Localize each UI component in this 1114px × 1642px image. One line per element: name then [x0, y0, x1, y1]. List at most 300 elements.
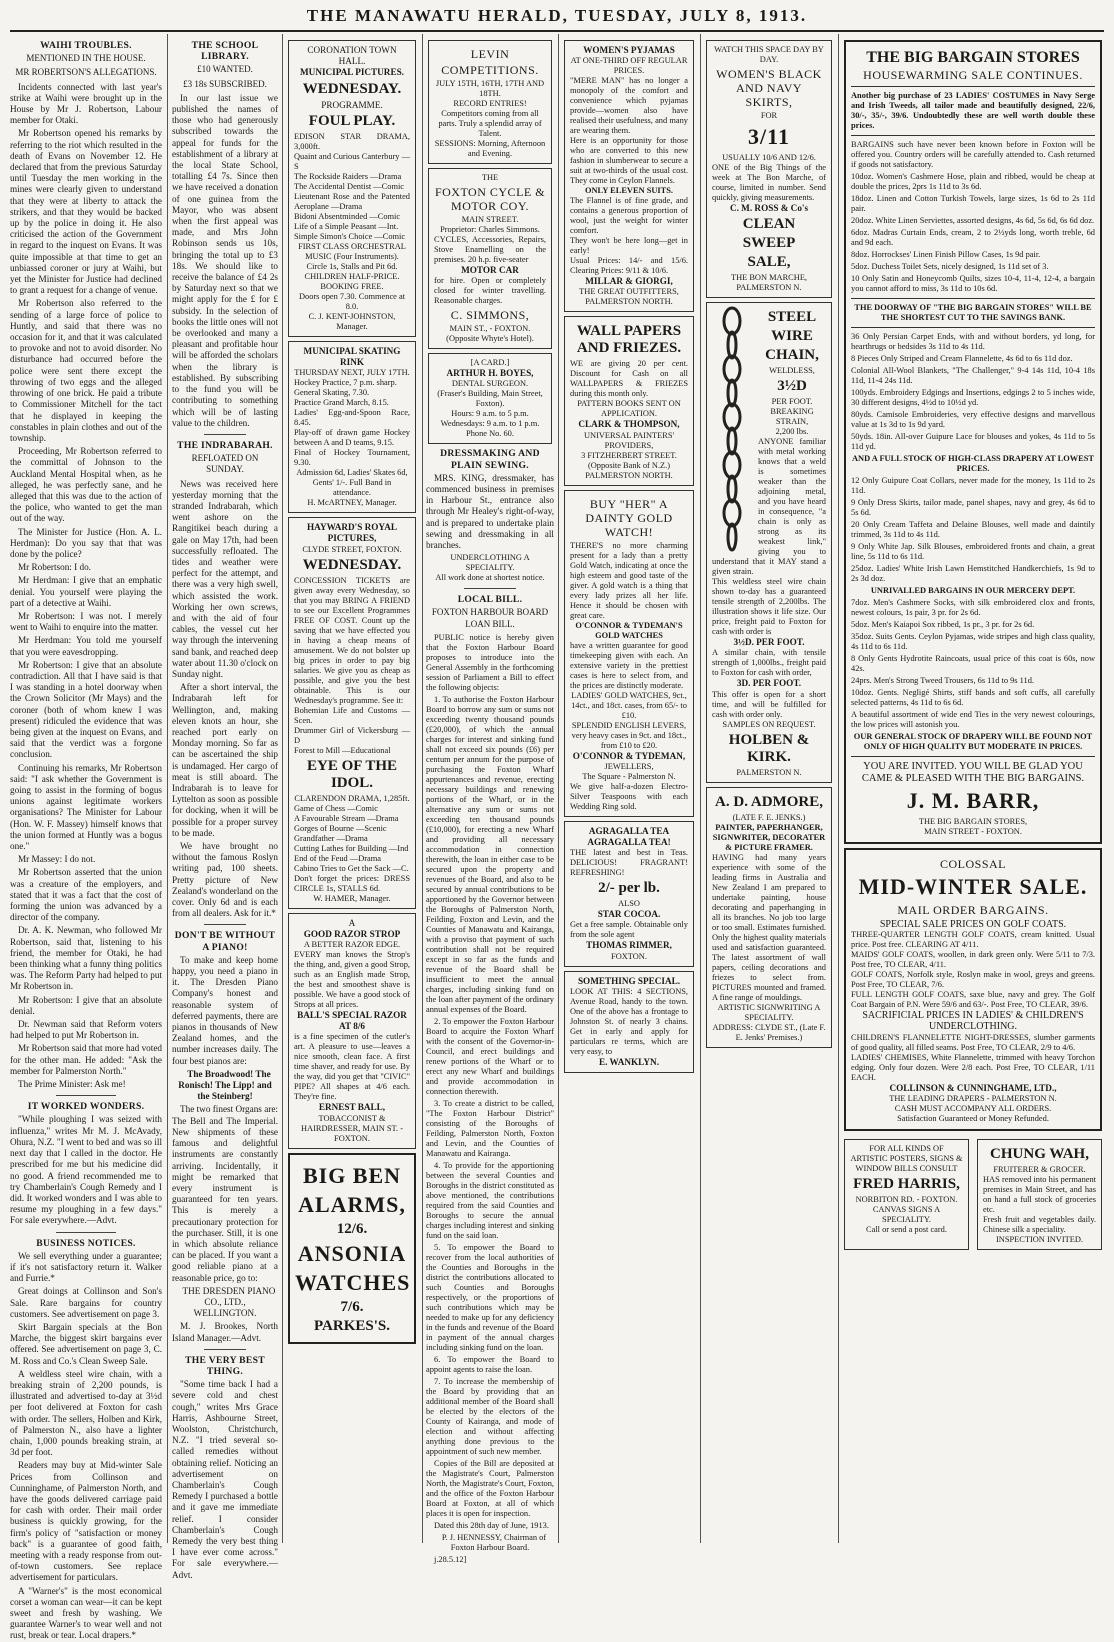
programme-item: Quaint and Curious Canterbury —S	[294, 151, 410, 171]
ad-price: LADIES' GOLD WATCHES, 9ct., 14ct., and 18ct. cases, from 65/- to £10.	[571, 690, 687, 720]
ad-text: Don't forget the prices: DRESS CIRCLE 1s, STALLS 6d.	[294, 873, 410, 893]
column-divider	[838, 34, 839, 1543]
library-subtitle-2: £3 18s SUBSCRIBED.	[183, 78, 267, 89]
ad-address: FOXTON.	[611, 951, 647, 961]
ad-day: WEDNESDAY.	[302, 556, 402, 573]
bill-subtitle: FOXTON HARBOUR BOARD LOAN BILL.	[431, 607, 549, 629]
masthead: THE MANAWATU HERALD, TUESDAY, JULY 8, 1913.	[306, 6, 808, 25]
separator	[56, 1232, 117, 1233]
ad-price: 3½D. PER FOOT.	[733, 637, 805, 648]
sale-item: CHILDREN'S FLANNELETTE NIGHT-DRESSES, slumber garments of good quality, all filled seams. Post Free, TO CLEAR, 2/9 to 4/6.	[851, 1032, 1095, 1052]
sale-item: LADIES' CHEMISES, White Flannelette, trimmed with heavy Torchon edging. Only four dozen. Were 2/8 each. Post Free, TO CLEAR, 1/11 EACH.	[851, 1052, 1095, 1082]
ad-heading: SOMETHING SPECIAL.	[577, 975, 681, 986]
ad-subheading: THE DOORWAY OF "THE BIG BARGAIN STORES" WILL BE THE SHORTEST CUT TO THE SAVINGS BANK.	[854, 303, 1092, 322]
ad-subheading: HOUSEWARMING SALE CONTINUES.	[863, 68, 1083, 82]
article-paragraph: MRS. KING, dressmaker, has commenced business in premises in Harbour St., entrance also through Mr Healey's right-of-way, and is prepared to undertake plain sewing and dressmaking in all branches.	[426, 472, 554, 551]
ad-text: CONCESSION TICKETS are given away every Wednesday, so that you may BRING A FRIEND to see our Excellent Programmes FREE OF COST. Count up the saving that we have effected you in having a cheap means of amusement. We do not bolster up big prices in order to pay big salaries. We give you as cheap as possible, and give you the best obtainable. This is our Wednesday's programme. See it:	[294, 575, 410, 705]
bill-item: 4. To provide for the apportioning between the several Counties and Boroughs in the district constituted as above mentioned, the contributions required from the said Counties and Boroughs to secure the annual charges including interest and sinking fund on the said loan.	[426, 1160, 554, 1240]
ad-feature: EYE OF THE IDOL.	[306, 757, 398, 791]
ad-heading: FOR ALL KINDS OF ARTISTIC POSTERS, SIGNS & WINDOW BILLS CONSULT	[850, 1143, 963, 1173]
ad-text: Call or send a post card.	[866, 1224, 947, 1234]
ad-text: ANYONE familiar with metal working knows that a weld is sometimes weaker than the adjoining metal, and you have heard in consequence, "a chain is only as strong as its weakest link," giving you to understand that it MAY stand a given strain.	[712, 437, 826, 577]
bill-item: 1. To authorise the Foxton Harbour Board to borrow any sum or sums not exceeding twenty thousand pounds (£20,000), of which the annual charges for interest and sinking fund shall not exceed six pounds (£6) per centum per annum for the purpose of purchasing the Foxton Wharf appurtenances and revenue, erecting necessary buildings and renewing portions of the Wharf, or in the alternative any sum or sums not exceeding ten thousand pounds (£10,000), for erecting a new Wharf and providing all necessary accommodation in connection therewith, the loan in either case to be secured upon the property and revenues of the Board, and also to be secured by annual contributions to be apportioned by the Governor between the Boroughs of Palmerston North, Feilding, Foxton and Levin, and the Counties of Manawatu and Kairanga, with a proviso that payment of such contribution shall not be required except in so far as the funds and revenue of the Board shall be insufficient to meet the annual charges, including sinking fund on the loan after payment of the ordinary annual expenses of the Board.	[426, 694, 554, 1014]
ad-subheading: UNDERCLOTHING A SPECIALITY.	[450, 553, 530, 573]
sale-item: MAIDS' GOLF COATS, woollen, in dark green only. Were 5/11 to 7/3. Post free, TO CLEAR, 4/11.	[851, 950, 1095, 970]
programme-item: Life of a Simple Peasant —Int.	[294, 221, 399, 231]
waihi-title: WAIHI TROUBLES.	[40, 40, 132, 51]
best-title: THE VERY BEST THING.	[185, 1354, 265, 1377]
ad-text: THE latest and best in Teas. DELICIOUS! FRAGRANT! REFRESHING!	[570, 848, 688, 878]
masthead-rule	[10, 30, 1104, 32]
ad-big-text: SWEEP	[742, 235, 796, 252]
ad-big-text: BIG BEN	[302, 1162, 402, 1188]
article-paragraph: The Broadwood! The Ronisch! The Lipp! and the Steinberg!	[178, 1068, 272, 1102]
ad-signature: PARKES'S.	[314, 1317, 390, 1334]
article-paragraph: Dr. A. K. Newman, who followed Mr Robertson, said that, listening to his friend, the member for Otaki, he had been thinking what a funny thing politics was. The Reform Party had helped to put Mr Robertson in.	[10, 925, 162, 992]
ad-text: Hours: 9 a.m. to 5 p.m. Wednesdays: 9 a.m. to 1 p.m.	[440, 409, 540, 429]
foxton-cycle-ad	[428, 168, 552, 349]
business-notice: We sell everything under a guarantee; if it's not satisfactory return it. Walker and Furrie.*	[10, 1250, 162, 1284]
article-paragraph: The Prime Minister: Ask me!	[18, 1079, 126, 1090]
sale-item: THREE-QUARTER LENGTH GOLF COATS, cream knitted. Usual price. Post free. CLEARING AT 4/11.	[851, 930, 1095, 950]
ad-heading: WOMEN'S PYJAMAS	[583, 45, 675, 55]
separator	[851, 756, 1095, 757]
ad-heading: ARTHUR H. BOYES,	[446, 368, 534, 379]
bargain-item: 50yds. 18in. All-over Guipure Lace for blouses and yokes, 4s 11d to 5s 11d yd.	[851, 432, 1095, 451]
article-paragraph: We have brought no without the famous Roslyn writing pad, 100 sheets. Pretty picture of New Zealand's wonderland on the cover. Only 6d and is each from all dealers. Ask for it.*	[172, 841, 278, 919]
ad-text: The Flannel is of fine grade, and contains a generous proportion of wool, just the weight for winter comfort.	[570, 196, 688, 236]
ad-heading: WALL PAPERS AND FRIEZES.	[576, 323, 682, 357]
ad-heading: CHUNG WAH,	[990, 1145, 1089, 1162]
ad-subheading: WELDLESS,	[769, 366, 815, 376]
separator	[464, 588, 515, 589]
programme-item: General Skating, 7.30.	[294, 388, 370, 398]
big-bargain-stores-ad	[844, 40, 1102, 844]
article-paragraph: Mr Robertson said that more had voted for the other man. He added: "Ask the member for Palmerston North."	[10, 1043, 162, 1076]
ad-subheading: RECORD ENTRIES!	[453, 99, 527, 108]
bargain-item: 10 Only Satin and Honeycomb Quilts, sizes 10-4, 11-4, 12-4, a bargain you cannot afford to miss, 3s 11d to 10s 6d.	[851, 274, 1095, 293]
agragalla-tea-ad	[564, 821, 694, 967]
ad-subheading: THE LEADING DRAPERS - PALMERSTON N.	[889, 1093, 1057, 1103]
article-paragraph: THE DRESDEN PIANO CO., LTD., WELLINGTON.	[182, 1285, 276, 1319]
ad-signature: W. HAMER, Manager.	[313, 893, 391, 903]
ad-text: for hire. Open or completely closed for winter travelling. Reasonable charges.	[434, 276, 546, 306]
fred-harris-ad	[844, 1139, 969, 1250]
ad-text: They won't be here long—get in early!	[570, 236, 688, 256]
library-title: THE SCHOOL LIBRARY.	[191, 40, 259, 63]
ad-heading: CHAIN,	[765, 347, 819, 364]
bon-marche-ad	[706, 40, 832, 298]
bargain-item: Colonial All-Wool Blankets, "The Challenger," 9-4 14s 11d, 10-4 18s 11d, 11-4 24s 11d.	[851, 366, 1095, 385]
ad-signature: O'CONNOR & TYDEMAN,	[572, 750, 686, 761]
ad-price: 3½D	[777, 378, 807, 395]
ad-subheading: (LATE F. E. JENKS.)	[732, 812, 806, 822]
article-paragraph: Mr Herdman: I give that an emphatic denial. You yourself were playing the part of a detective at Waihi.	[10, 575, 162, 608]
bargain-item: 24prs. Men's Strong Tweed Trousers, 6s 11d to 9s 11d.	[851, 676, 1035, 685]
bargain-item: 8doz. Horrockses' Linen Finish Pillow Cases, 1s 9d pair.	[851, 250, 1041, 259]
ad-text: Fresh fruit and vegetables daily. Chinese silk a speciality.	[983, 1214, 1096, 1234]
article-paragraph: Dr. Newman said that Reform voters had helped to put Mr Robertson in.	[10, 1019, 162, 1041]
ad-address: PALMERSTON N.	[736, 283, 802, 293]
skating-rink-ad	[288, 341, 416, 513]
separator	[204, 1349, 246, 1350]
ad-subheading: THURSDAY NEXT, JULY 17TH.	[294, 368, 410, 378]
programme-item: Gorges of Bourne —Scenic	[294, 823, 387, 833]
ad-subheading: FRUITERER & GROCER.	[993, 1164, 1086, 1174]
business-notice: A "Warner's" is the most economical corset a woman can wear—it can be kept sweet and fresh by washing. We guarantee Warner's to wear well and not rust, break or tear. Local drapers.*	[10, 1585, 162, 1641]
bill-copies: Copies of the Bill are deposited at the Magistrate's Court, Palmerston North, the Magistrate's Court, Foxton, and the office of the Foxton Harbour Board at Foxton, at all of which places it is open for inspection.	[426, 1458, 554, 1518]
ad-heading: WATCH THIS SPACE DAY BY DAY.	[714, 45, 824, 64]
ad-signature: CLARK & THOMPSON,	[578, 419, 680, 430]
gold-watch-ad	[564, 490, 694, 817]
ad-signature: MILLAR & GIORGI,	[585, 276, 673, 287]
ad-big-text: ALARMS,	[298, 1191, 406, 1217]
ad-heading: WOMEN'S BLACK AND NAVY SKIRTS,	[716, 67, 822, 109]
column-divider	[282, 34, 283, 1543]
ad-text: All work done at shortest notice.	[435, 573, 545, 583]
separator	[851, 327, 1095, 328]
ad-subheading: JEWELLERS,	[604, 761, 654, 771]
ad-subheading: UNIVERSAL PAINTERS' PROVIDERS,	[584, 430, 674, 450]
separator	[204, 434, 246, 435]
column-divider	[422, 34, 423, 1543]
business-notice: Skirt Bargain specials at the Bon Marche, the biggest skirt bargains ever offered. See advertisement on page 3, C. M. Ross and Co.'s Clean Sweep Sale.	[10, 1321, 162, 1366]
article-paragraph: Mr Robertson also referred to the sending of a large force of police to Huntly, and said that there was no occasion for it, and that it was calculated to provoke and not to avoid disorder. No disturbance had occurred before the police were sent there except the throwing of two eggs and the alleged throwing of one brick. He paid a tribute to Commissioner Mitchell for the tact that he displayed in keeping the constables in plain clothes and out of the township.	[10, 298, 162, 443]
bargain-item: 7doz. Men's Cashmere Socks, with silk embroidered clox and fronts, newest colours, 1s pair, 3 pr. for 2s 6d.	[851, 598, 1095, 617]
ad-price: SPLENDID ENGLISH LEVERS, very heavy cases in 9ct. and 18ct., from £10 to £20.	[571, 720, 687, 750]
programme-item: Lieutenant Rose and the Patented Aeroplane —Drama	[294, 191, 410, 211]
bill-ref: j.28.5.12]	[434, 1554, 467, 1564]
column-3	[286, 36, 418, 1543]
ad-signature: C. M. ROSS & Co's	[729, 203, 809, 213]
ad-subheading: A BETTER RAZOR EDGE.	[303, 940, 401, 950]
ad-heading: AGRAGALLA TEA	[588, 825, 670, 836]
separator	[851, 86, 1095, 87]
chain-illustration	[712, 307, 752, 557]
programme-item: Drummer Girl of Vickersburg —D	[294, 725, 410, 745]
programme-item: Cabino Tries to Get the Sack —C.	[294, 863, 409, 873]
bargain-item: 35doz. Suits Gents. Ceylon Pyjamas, wide stripes and high class quality, 4s 11d to 6s 11d.	[851, 632, 1095, 651]
article-paragraph: In our last issue we published the names of those who had generously subscribed towards the appeal for funds for the establishment of a library at the local State School, totalling £4 7s. Since then we have received a donation of one guinea from the Mayor, who was absent when the first appeal was made, and Mrs John Robinson sends us 10s, bringing the total up to £3 18s. We should like to receive the balance of £4 2s by Saturday next so that we might apply for the £ for £ subsidy. In the selection of books the little ones will not be overlooked and many a pleasant and profitable hour will be afforded the scholars when the library is established. By subscribing to the fund you will be contributing to something which will be of lasting value to the children.	[172, 92, 278, 428]
ad-text: We give half-a-dozen Electro-Silver Teaspoons with each Wedding Ring sold.	[570, 781, 688, 811]
column-divider	[558, 34, 559, 1543]
ad-subheading: AND A FULL STOCK OF HIGH-CLASS DRAPERY AT LOWEST PRICES.	[851, 454, 1094, 473]
bill-item: 7. To increase the membership of the Board by providing that an additional member of the Board shall be elected by the electors of the County of Kairanga, and mode of election and without affecting anything done previous to the appointment of such new member.	[426, 1376, 554, 1456]
column-6	[704, 36, 834, 1543]
ad-text: Competitors coming from all parts. Truly a splendid array of Talent.	[438, 109, 542, 138]
dressmaking-title: DRESSMAKING AND PLAIN SEWING.	[440, 448, 540, 471]
ad-subheading: SAMPLES ON REQUEST.	[722, 719, 816, 729]
ad-subheading: OUR GENERAL STOCK OF DRAPERY WILL BE FOUND NOT ONLY OF HIGH QUALITY BUT MODERATE IN PRICES.	[853, 732, 1093, 751]
ad-heading: [A CARD.]	[470, 358, 510, 368]
separator	[204, 924, 246, 925]
bargain-item: 10doz. Women's Cashmere Hose, plain and ribbed, would be cheap at double the prices, 2prs 1s 11d to 3s 6d.	[851, 172, 1095, 191]
article-paragraph: After a short interval, the Indrabarah left for Wellington, and, making eleven knots an hour, she reached port early on Monday morning. So far as can be ascertained the ship is undamaged. Her cargo of meat is still aboard. The Indrabarah is to leave for Lyttelton as soon as possible for docking, when it will be possible for a proper survey to be made.	[172, 682, 278, 838]
bargain-item: 6doz. Madras Curtain Ends, cream, 2 to 2½yds long, worth treble, 6d and 9d each.	[851, 228, 1095, 247]
bargain-item: 10doz. Gents. Negligé Shirts, stiff bands and soft cuffs, all carefully selected patterns, 4s 11d to 6s 6d.	[851, 688, 1095, 707]
something-special-ad	[564, 971, 694, 1073]
ad-price: 3/11	[748, 124, 790, 149]
article-paragraph: Proceeding, Mr Robertson referred to the committal of Johnson to the Auckland Mental Hospital when, as he alleged, he was perfectly sane, and he alleged that this was due to the action of the police, who wanted to get the man out of the way.	[10, 446, 162, 524]
programme-item: Game of Chess —Comic	[294, 803, 378, 813]
ad-feature: BALL'S SPECIAL RAZOR AT 8/6	[297, 1010, 407, 1032]
bargain-item: 12 Only Guipure Coat Collars, never made for the money, 1s 11d to 2s 11d.	[851, 476, 1095, 495]
ad-big-text: WATCHES	[295, 1269, 411, 1295]
article-paragraph: Mr Massey: I do not.	[18, 854, 96, 865]
ad-text: WE are giving 20 per cent. Discount for Cash on all WALLPAPERS & FRIEZES during this month only.	[570, 359, 688, 399]
ad-address: PALMERSTON NORTH.	[585, 297, 673, 307]
bill-item: 5. To empower the Board to recover from the local authorities of the Counties and Boroughs in the district the contributions allocated to such Counties and Boroughs respectively, or the proportions of such contributions which may be needed to make up for any deficiency in the funds and revenue of the Board in payment of the annual charges including sinking fund on the loan.	[426, 1242, 554, 1352]
ad-heading: THE BIG BARGAIN STORES	[866, 49, 1080, 66]
ad-day: WEDNESDAY.	[302, 80, 402, 97]
ad-big-text: SALE,	[747, 254, 791, 271]
business-notice: A weldless steel wire chain, with a breaking strain of 2,200 pounds, is illustrated and advertised to-day at 3½d per foot delivered at Foxton for cash with order. The sellers, Holben and Kirk, of Palmerston N., also have a lighter chain, 1,000 pounds breaking strain, at 3d per foot.	[10, 1368, 162, 1458]
column-1	[10, 36, 162, 1641]
chung-wah-ad	[977, 1139, 1102, 1250]
bargain-item: 80yds. Camisole Embroideries, very effective designs and marvellous value at 1s 3d to 1s 9d yard.	[851, 410, 1095, 429]
ad-heading: COMPETITIONS.	[441, 63, 539, 77]
programme-item: A Favourable Stream —Drama	[294, 813, 399, 823]
bargain-item: 36 Only Persian Carpet Ends, with and without borders, yd long, for hearthrugs or bedsides 3s 11d to 4s 11d.	[851, 332, 1095, 351]
waihi-subtitle: MENTIONED IN THE HOUSE.	[26, 53, 146, 64]
ad-text: ALSO	[618, 899, 640, 909]
ad-text: THERE'S no more charming present for a lady than a pretty Gold Watch, indicating at once the high esteem and good taste of the giver. A gold watch is a thing that every lady prizes all her life. Hence it should be chosen with great care.	[570, 540, 688, 620]
ad-address: THE BON MARCHE,	[730, 273, 808, 283]
indrabarah-title: THE INDRABARAH.	[177, 439, 273, 451]
programme-item: EDISON STAR DRAMA, 3,000ft.	[294, 131, 410, 151]
ad-price: 2/- per lb.	[598, 880, 660, 897]
ad-text: A similar chain, with tensile strength of 1,000lbs., freight paid to Foxton for cash with order,	[712, 648, 826, 678]
ad-signature: E. WANKLYN.	[599, 1056, 659, 1067]
ad-subheading: MAIL ORDER BARGAINS.	[897, 903, 1049, 917]
ad-heading: BUY "HER" A DAINTY GOLD WATCH!	[585, 496, 673, 539]
ad-signature: HOLBEN & KIRK.	[728, 731, 810, 765]
bottom-ads-row	[842, 1135, 1104, 1254]
ad-address: The Square - Palmerston N.	[582, 771, 676, 781]
article-paragraph: Mr Robertson asserted that the union was a creature of the employers, and stated that it was a fact that the cost of forming the union was advanced by a director of the company.	[10, 867, 162, 923]
wonders-title: IT WORKED WONDERS.	[27, 1101, 145, 1113]
ad-subheading: CLYDE STREET, FOXTON.	[302, 544, 402, 554]
column-2	[172, 36, 278, 1580]
ad-subheading: DENTAL SURGEON.	[451, 379, 529, 389]
article-paragraph: Mr Robertson: I give that an absolute contradiction. All that I have said is that I was standing in a hotel doorway when the Crown Solicitor (Mr Mays) and the coroner (both of whom knew I was present) ridiculed the evidence that was being given at the inquest on Evans, and said that the verdict was a forgone conclusion.	[10, 659, 162, 760]
ad-heading: A. D. ADMORE,	[715, 793, 823, 810]
programme-item: Bohemian Life and Customs —Scen.	[294, 705, 410, 725]
ad-address: TOBACCONIST & HAIRDRESSER, MAIN ST. - FOXTON.	[301, 1113, 403, 1143]
ad-subheading: SPECIAL SALE PRICES ON GOLF COATS.	[879, 919, 1067, 930]
ad-heading: THE	[481, 173, 499, 182]
ad-heading: GOOD RAZOR STROP	[303, 928, 401, 939]
programme-item: The Rockside Raiders —Drama	[294, 171, 402, 181]
ad-heading: A	[348, 917, 356, 928]
bargain-item: 5doz. Men's Kaiapoi Sox ribbed, 1s pr., 3 pr. for 2s 6d.	[851, 620, 1035, 629]
programme-item: Ladies' Egg-and-Spoon Race, 8.45.	[294, 408, 410, 428]
ad-heading: WIRE	[771, 328, 813, 345]
separator	[851, 298, 1095, 299]
column-divider	[700, 34, 701, 1543]
bargain-item: 100yds. Embroidery Edgings and Insertions, edgings 2 to 5 inches wide, 30 different designs, 4½d to 10½d yd.	[851, 388, 1095, 407]
dentist-ad	[428, 353, 552, 444]
article-paragraph: To make and keep home happy, you need a piano in it. The Dresden Piano Company's honest and reasonable system of deferred payments, there are pianos in thousands of New Zealand homes, and the number increases daily. The four best pianos are:	[172, 954, 278, 1066]
bargain-item: 5doz. Duchess Toilet Sets, nicely designed, 1s 11d set of 3.	[851, 262, 1049, 271]
article-paragraph: "Some time back I had a severe cold and chest cough," writes Mrs Grace Harris, Ashbourne Street, Woolston, Christchurch, N.Z. "I tried several so-called remedies without obtaining relief. Noticing an advertisement on Chamberlain's Cough Remedy I purchased a bottle and it gave me immediate relief. I consider Chamberlain's Cough Remedy the very best thing I have ever come across." For sale everywhere.—Advt.	[172, 1379, 278, 1580]
bargain-item: 18doz. Linen and Cotton Turkish Towels, large sizes, 1s 6d to 2s 11d pair.	[851, 194, 1095, 213]
business-title: BUSINESS NOTICES.	[36, 1237, 136, 1249]
ad-subheading: PER FOOT.	[771, 397, 813, 407]
ad-subheading: PAINTER, PAPERHANGER, SIGNWRITER, DECORATER & PICTURE FRAMER.	[712, 822, 826, 852]
column-7	[842, 36, 1104, 1543]
programme-item: Hockey Practice, 7 p.m. sharp.	[294, 378, 397, 388]
ad-address: 3 FITZHERBERT STREET. (Opposite Bank of N.Z.)	[581, 450, 677, 470]
ad-subheading: SACRIFICIAL PRICES IN LADIES' & CHILDREN'S UNDERCLOTHING.	[862, 1010, 1084, 1033]
ad-subheading: UNRIVALLED BARGAINS IN OUR MERCERY DEPT.	[870, 586, 1076, 595]
ad-text: This weldless steel wire chain shown to-day has a guaranteed tensile strength of 2,200lbs. The illustration shows it life size. Our price, freight paid to Foxton for cash with order is	[712, 577, 826, 637]
ad-text: SESSIONS: Morning, Afternoon and Evening.	[434, 139, 546, 158]
ad-feature: FOUL PLAY.	[308, 112, 396, 129]
ad-heading: HAYWARD'S ROYAL PICTURES,	[307, 522, 397, 544]
sale-item: GOLF COATS, Norfolk style, Roslyn make in wool, greys and greens. Post Free, TO CLEAR, 7/6.	[851, 970, 1095, 990]
ad-subheading: O'CONNOR & TYDEMAN'S GOLD WATCHES	[575, 620, 683, 640]
ad-text: EVERY man knows the Strop's the thing, and, given a good Strop, such as an English made Strop, the best and smoothest shave is possible. We have a good stock of Strops at all prices.	[294, 950, 410, 1010]
ad-subheading: AT ONE-THIRD OFF REGULAR PRICES.	[570, 56, 688, 76]
ad-text: FIRST CLASS ORCHESTRAL MUSIC (Four Instruments).	[298, 241, 406, 261]
levin-competitions-ad	[428, 40, 552, 164]
ad-subheading: MAIN STREET.	[461, 215, 519, 224]
ad-subheading: ARTISTIC SIGNWRITING A SPECIALITY.	[717, 1002, 821, 1022]
ad-heading: MUNICIPAL PICTURES.	[300, 67, 404, 78]
ad-price: 7/6.	[340, 1298, 364, 1315]
ad-subheading: 2,200 lbs.	[775, 427, 809, 437]
steel-chain-ad	[706, 302, 832, 782]
pyjamas-ad	[564, 40, 694, 312]
column-4	[426, 36, 554, 1564]
ad-heading: CORONATION TOWN HALL.	[307, 45, 397, 67]
ad-text: HAS removed into his permanent premises in Main Street, and has on hand a full stock of groceries etc.	[983, 1174, 1096, 1214]
ad-feature: STAR COCOA.	[597, 909, 661, 920]
ad-text: BARGAINS such have never been known before in Foxton will be offered you. Country orders will be carefully attended to. Cash returned if goods not satisfactory.	[851, 140, 1095, 169]
ad-address: THE BIG BARGAIN STORES,	[918, 817, 1028, 826]
business-notice: Readers may buy at Mid-winter Sale Prices from Collinson and Cunninghame, of Palmerston North, and have the goods delivered carriage paid for cash with order. Their mail order business is quickly growing, for the firm's policy of "satisfaction or money back" is a guarantee of good faith, meeting with a ready response from out-of-town customers. See replace advertisement for particulars.	[10, 1460, 162, 1583]
waihi-subtitle-2: MR ROBERTSON'S ALLEGATIONS.	[15, 67, 157, 78]
ad-address: MAIN STREET - FOXTON.	[924, 827, 1022, 836]
ad-subheading: PROGRAMME.	[321, 99, 383, 110]
article-paragraph: Incidents connected with last year's strike at Waihi were brought up in the House by Mr J. Robertson, Labour member for Otaki.	[10, 81, 162, 126]
ad-address: PALMERSTON NORTH.	[585, 470, 673, 480]
ad-text: HAVING had many years experience with some of the leading firms in Australia and New Zealand I am prepared to undertake painting, house decorating and paperhanging in all its branches. No job too large or too small. Estimates furnished. Only the highest quality materials used and satisfaction guaranteed. The latest assortment of wall papers, ceiling decorations and friezes to select from. PICTURES mounted and framed. A fine range of mouldings.	[712, 852, 826, 1002]
ad-text: CASH MUST ACCOMPANY ALL ORDERS.	[894, 1103, 1052, 1113]
ad-feature: Another big purchase of 23 LADIES' COSTUMES in Navy Serge and Irish Tweeds, all tailor made and beautifully designed, 22/6, 30/-, 35/-, 39/6. Undoubtedly these are well worth double these prices.	[851, 91, 1095, 130]
bill-date: Dated this 28th day of June, 1913.	[434, 1520, 549, 1530]
ad-address: (Fraser's Building, Main Street, Foxton).	[437, 389, 543, 409]
ad-big-text: ANSONIA	[297, 1240, 407, 1266]
ad-subheading: YOU ARE INVITED. YOU WILL BE GLAD YOU CAME & PLEASED WITH THE BIG BARGAINS.	[861, 761, 1085, 784]
bargain-item: 9 Only Dress Skirts, tailor made, panel shapes, navy and grey, 4s 6d to 5s 6d.	[851, 498, 1095, 517]
ad-signature: THOMAS RIMMER,	[586, 940, 672, 951]
business-notice: Great doings at Collinson and Son's Sale. Rare bargains for country customers. See advertisement on page 3.	[10, 1286, 162, 1319]
article-paragraph: Mr Herdman: You told me yourself that you were eavesdropping.	[10, 635, 162, 657]
article-paragraph: M. J. Brookes, North Island Manager.—Advt.	[172, 1321, 278, 1343]
ad-heading: LEVIN	[470, 47, 510, 61]
ad-text: Doors open 7.30. Commence at 8.0.	[298, 291, 406, 311]
ad-signature: C. J. KENT-JOHNSTON, Manager.	[308, 311, 396, 331]
colossal-sale-ad	[844, 848, 1102, 1131]
article-paragraph: The two finest Organs are: The Bell and The Imperial. New shipments of these famous and delightful instruments are constantly arriving. Incidentally, it might be remarked that every instrument is guaranteed for ten years. This is merely a precautionary protection for the purchaser. Still, it is one in which absolute reliance can be placed. If you want a good reliable piano at a reasonable price, go to:	[172, 1104, 278, 1283]
ad-signature: J. M. BARR,	[906, 788, 1040, 813]
admore-ad	[706, 787, 832, 1048]
ad-text: This offer is open for a short time, and will be fulfilled for cash with order only.	[712, 689, 826, 719]
ad-heading: MID-WINTER SALE.	[858, 874, 1088, 899]
ad-subheading: Proprietor: Charles Simmons.	[440, 225, 540, 234]
big-ben-ad	[288, 1153, 416, 1344]
ad-text: is a fine specimen of the cutler's art. A pleasure to use—leaves a nice smooth, clean face. A first time shaver, and ready for use. By the way, did you get that "CIVIC" PIPE? All shapes at 4/6 each. They're fine.	[294, 1032, 410, 1102]
ad-price: Usual Prices: 14/- and 15/6. Clearing Prices: 9/11 & 10/6.	[570, 256, 688, 276]
ad-signature: H. McARTNEY, Manager.	[307, 498, 397, 508]
programme-item: Grandfather —Drama	[294, 833, 368, 843]
article-paragraph: News was received here yesterday morning that the stranded Indrabarah, which went ashore on the Rangitikei beach during a gale on May 17th, had been successfully refloated. The tides and weather were perfect for the attempt, and there was a very high swell, which assisted the work. Working her own screws, and with the aid of four cables, the vessel cut her way through the intervening sand bank, and reached deep water about 11.30 o'clock on Sunday night.	[172, 478, 278, 679]
ad-subheading: USUALLY 10/6 AND 12/6.	[722, 153, 816, 162]
bargain-item: A beautiful assortment of wide end Ties in the very newest colourings, the low prices will astonish you.	[851, 710, 1095, 729]
library-subtitle: £10 WANTED.	[197, 64, 253, 75]
article-paragraph: Mr Robertson: I do.	[18, 562, 91, 573]
bill-item: 3. To create a district to be called, "The Foxton Harbour District" consisting of the Boroughs of Feilding, Palmerston North, Foxton and Levin, and the Counties of Manawatu and Kairanga.	[426, 1098, 554, 1158]
bargain-item: 20doz. White Linen Serviettes, assorted designs, 4s 6d, 5s 6d, 6s 6d doz.	[851, 216, 1095, 225]
article-paragraph: "While ploughing I was seized with influenza," writes Mr M. J. McAvady, Ohura, N.Z. "I went to bed and was so ill next day that I called in the doctor. He prescribed for me but his medicine did no good. A friend recommended me to try Chamberlain's Cough Remedy and I did. It worked wonders and I was able to resume my ploughing in a few days." For sale everywhere.—Advt.	[10, 1114, 162, 1226]
ad-feature: ONLY ELEVEN SUITS.	[584, 186, 674, 196]
programme-item: Bidoni Absentminded —Comic	[294, 211, 401, 221]
piano-title: DON'T BE WITHOUT A PIANO!	[174, 930, 276, 953]
ad-text: "MERE MAN" has no longer a monopoly of the comfort and convenience which pyjamas provide—women also have realised their usefulness, and many are wearing them.	[570, 76, 688, 136]
ad-address: NORBITON RD. - FOXTON.	[855, 1194, 958, 1204]
sale-item: FULL LENGTH GOLF COATS, saxe blue, navy and grey. The Golf Coat Bargain of P.N. Were 59/6 and 63/-. Post Free, TO CLEAR, 39/6.	[851, 990, 1095, 1010]
ad-text: Satisfaction Guaranteed or Money Refunded.	[897, 1113, 1049, 1123]
ad-heading: AGRAGALLA TEA!	[587, 837, 671, 848]
haywards-pictures-ad	[288, 517, 416, 908]
bargain-item: 8 Only Gents Hydrotite Raincoats, usual price of this coat is 60s, now 42s.	[851, 654, 1095, 673]
programme-item: Final of Hockey Tournament, 9.30.	[294, 448, 410, 468]
programme-item: Play-off of drawn game Hockey between A and D teams, 9.15.	[294, 428, 410, 448]
ad-heading: MUNICIPAL SKATING RINK	[303, 345, 401, 368]
ad-address: ADDRESS: CLYDE ST., (Late F. E. Jenks' Premises.)	[712, 1022, 826, 1042]
ad-feature: MOTOR CAR	[461, 265, 519, 275]
ad-signature: FRED HARRIS,	[853, 1175, 960, 1192]
ad-signature: C. SIMMONS,	[450, 308, 530, 323]
programme-item: The Accidental Dentist —Comic	[294, 181, 405, 191]
article-paragraph: Mr Robertson: I was not. I merely went to Waihi to enquire into the matter.	[10, 610, 162, 633]
bargain-item: 25doz. Ladies' White Irish Lawn Hemstitched Handkerchiefs, 1s 9d to 2s 3d doz.	[851, 564, 1095, 583]
indrabarah-subtitle: REFLOATED ON SUNDAY.	[191, 453, 259, 475]
bargain-item: 9 Only White Jap. Silk Blouses, embroidered fronts and chain, a great line, 5s 11d to 6s 11d.	[851, 542, 1095, 561]
coronation-pictures-ad	[288, 40, 416, 337]
ad-signature: ERNEST BALL,	[318, 1102, 386, 1113]
ad-text: Admission 6d, Ladies' Skates 6d, Gents' 1/-. Full Band in attendance.	[296, 468, 408, 498]
bill-intro: PUBLIC notice is hereby given that the Foxton Harbour Board proposes to introduce into the General Assembly in the forthcoming session of Parliament a Bill to effect the following objects:	[426, 632, 554, 692]
ad-price: 12/6.	[336, 1220, 368, 1237]
ad-text: LOOK AT THIS: 4 SECTIONS, Avenue Road, handy to the town. One of the above has a frontage to Johnston St. of nearly 3 chains. Get in early and apply for particulars re terms, which are very easy, to	[570, 986, 688, 1056]
article-paragraph: Mr Robertson: I give that an absolute denial.	[10, 994, 162, 1016]
programme-item: End of the Feud —Drama	[294, 853, 381, 863]
ad-text: have a written guarantee for good timekeeping given with each. An extensive variety in the prettiest cases is here to select from, and the prices are distinctly moderate.	[570, 640, 688, 690]
ad-big-text: CLEAN	[742, 216, 796, 233]
ad-text: Here is an opportunity for those who are converted to this new fashion in slumberwear to secure a suit at two-thirds of the usual cost. They come in Ceylon Flannels.	[570, 136, 688, 186]
ad-subheading: JULY 15TH, 16TH, 17TH AND 18TH.	[435, 79, 545, 98]
ad-text: INSPECTION INVITED.	[996, 1234, 1083, 1244]
article-paragraph: Mr Robertson opened his remarks by referring to the riot which resulted in the death of Evans on November 12. He declared that from the previous Saturday until Tuesday the men working in the mines were clearly given to understand that they were at liberty to attack the strikers, and that they would be backed up by the police in doing it. He also criticised the action of the Government in regard to the inquest on Evans. It was quite impossible at that time to get an unbiassed coroner or jury at Waihi, but yet the Minister for Justice had declined to grant a request for a change of venue.	[10, 128, 162, 296]
ad-address: MAIN ST., - FOXTON. (Opposite Whyte's Hotel).	[446, 324, 534, 344]
programme-item: Cutting Lathes for Building —Ind	[294, 843, 409, 853]
bill-item: 6. To empower the Board to appoint agents to raise the loan.	[426, 1354, 554, 1374]
programme-item: Forest to Mill —Educational	[294, 745, 391, 755]
wallpapers-ad	[564, 316, 694, 485]
